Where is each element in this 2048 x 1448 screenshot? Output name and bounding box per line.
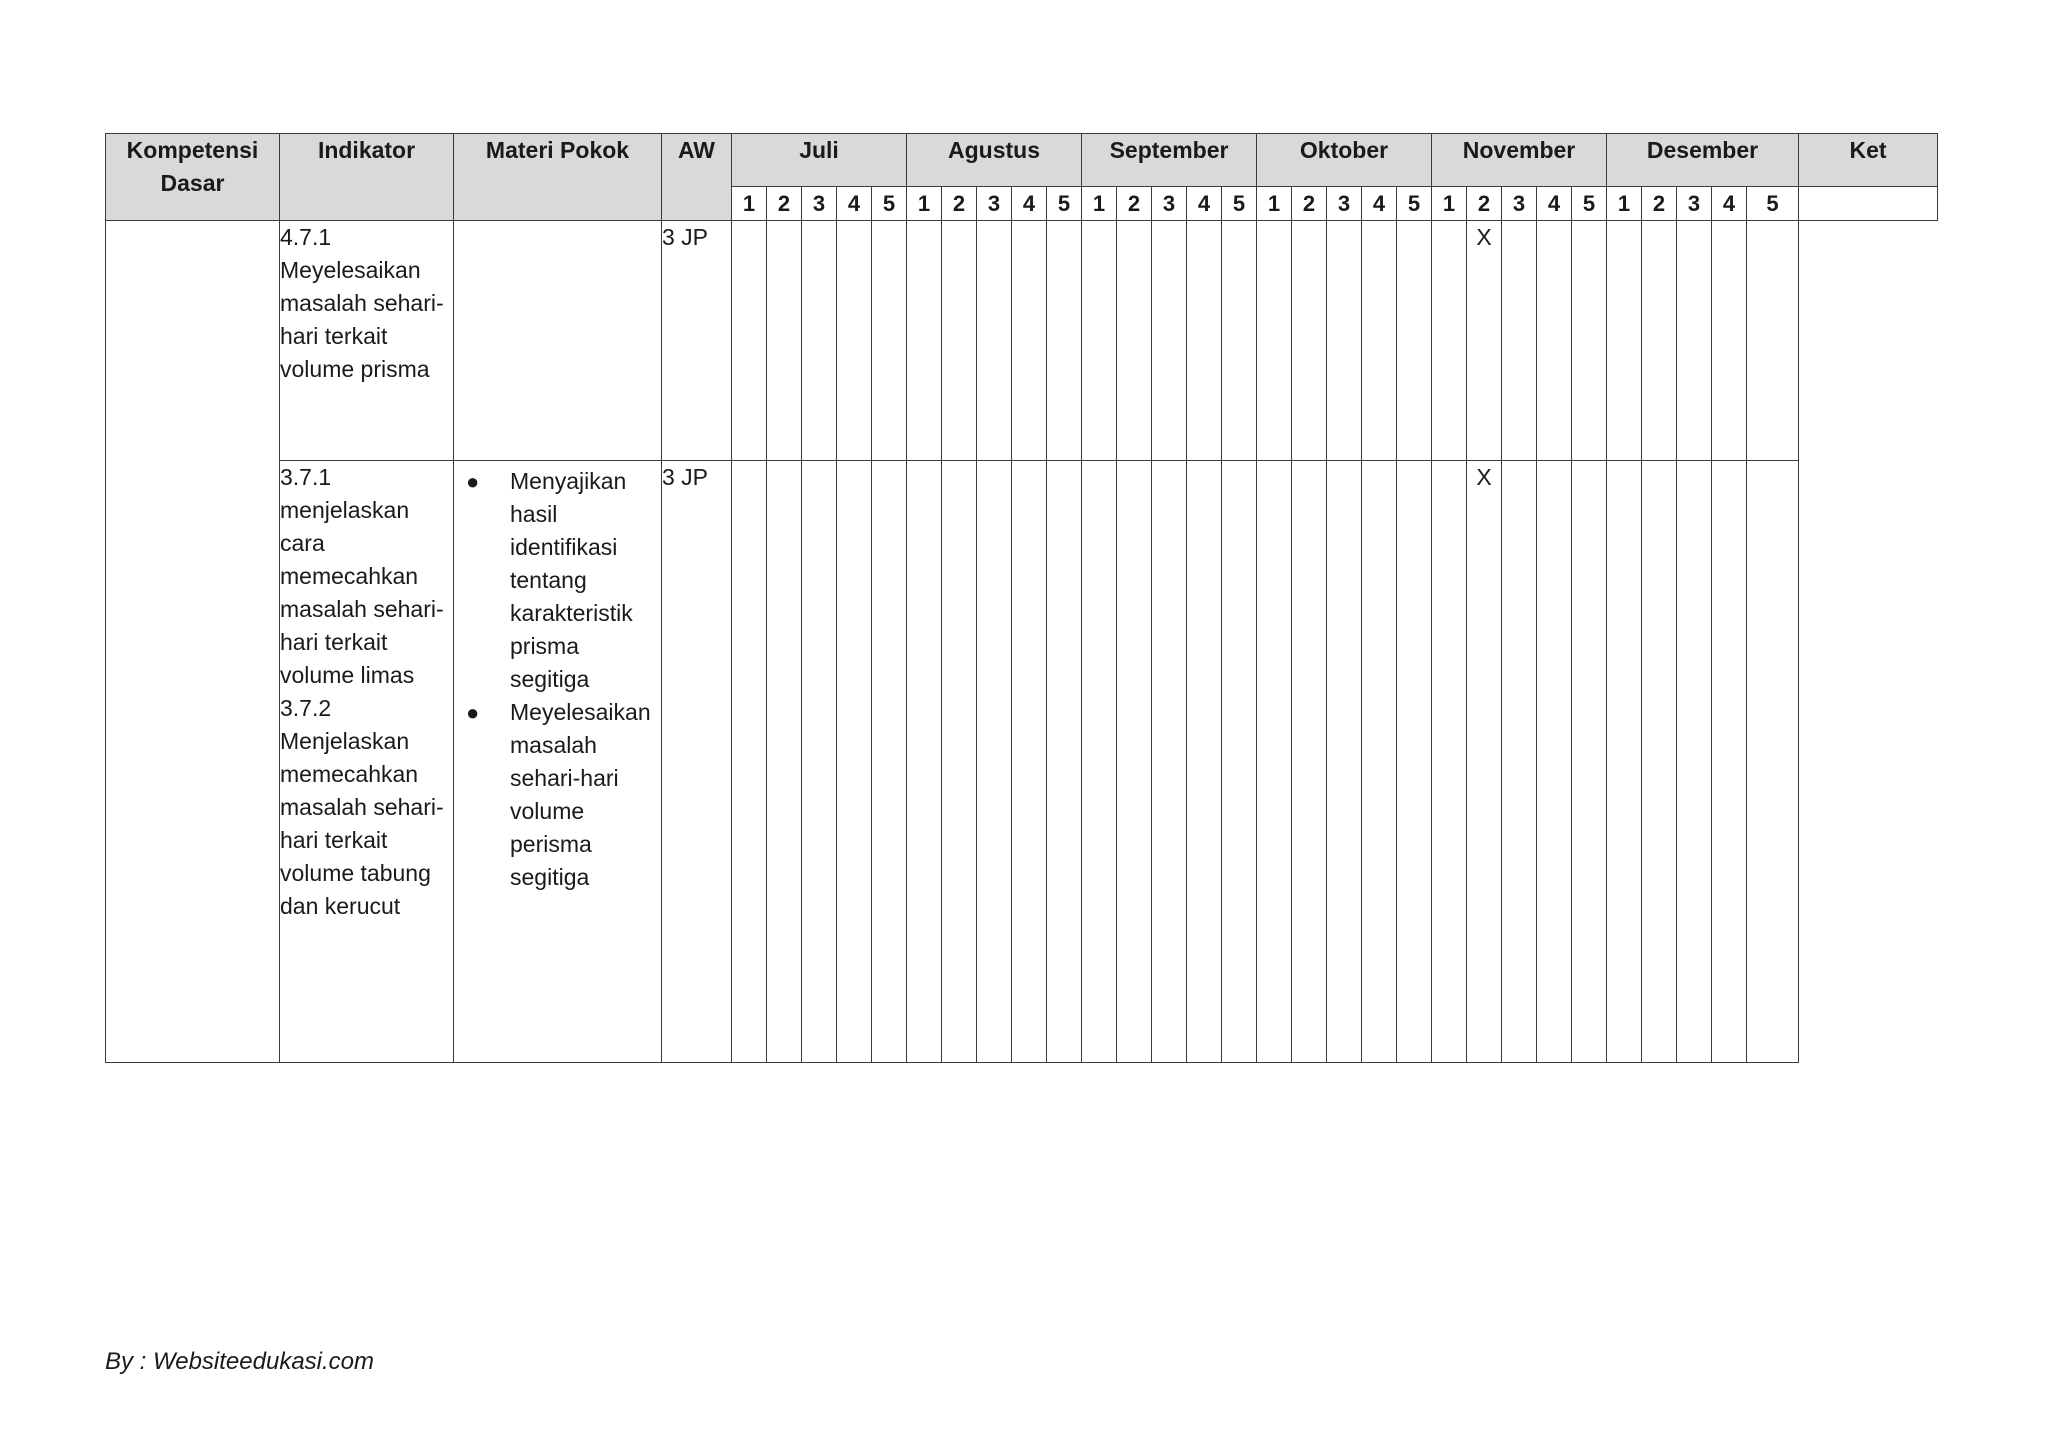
- week-cell-oktober-4: [1362, 221, 1397, 461]
- week-cell-september-5: [1222, 221, 1257, 461]
- week-header-desember-4: 4: [1712, 187, 1747, 221]
- week-cell-november-4: [1537, 221, 1572, 461]
- header-kompetensi-dasar: Kompetensi Dasar: [106, 134, 280, 221]
- indikator-cell: 4.7.1 Meyelesaikan masalah sehari-hari terkait volume prisma: [280, 221, 454, 461]
- week-header-agustus-3: 3: [977, 187, 1012, 221]
- week-header-desember-2: 2: [1642, 187, 1677, 221]
- week-header-desember-3: 3: [1677, 187, 1712, 221]
- week-cell-agustus-3: [977, 221, 1012, 461]
- header-indikator: Indikator: [280, 134, 454, 221]
- materi-list: [454, 461, 661, 894]
- week-header-september-3: 3: [1152, 187, 1187, 221]
- week-header-juli-1: 1: [732, 187, 767, 221]
- materi-list-item: [466, 696, 653, 894]
- materi-text: Menyajikan hasil identifikasi tentang karakteristik prisma segitiga: [510, 468, 633, 692]
- week-cell-juli-1: [732, 221, 767, 461]
- week-cell-juli-1: [732, 461, 767, 1063]
- schedule-mark: X: [1467, 461, 1502, 1063]
- week-cell-september-4: [1187, 461, 1222, 1063]
- header-month-november: November: [1432, 134, 1607, 187]
- week-cell-juli-3: [802, 221, 837, 461]
- week-cell-juli-3: [802, 461, 837, 1063]
- week-header-oktober-2: 2: [1292, 187, 1327, 221]
- header-ket: Ket: [1799, 134, 1938, 187]
- week-header-juli-5: 5: [872, 187, 907, 221]
- aw-cell: 3 JP: [662, 461, 732, 1063]
- week-cell-oktober-1: [1257, 461, 1292, 1063]
- week-cell-oktober-3: [1327, 461, 1362, 1063]
- schedule-table: [105, 133, 1938, 1063]
- week-cell-juli-4: [837, 461, 872, 1063]
- indikator-cell: 3.7.1 menjelaskan cara memecahkan masalah sehari-hari terkait volume limas 3.7.2 Menjelaskan memecahkan masalah sehari-hari terkait volume tabung dan kerucut: [280, 461, 454, 1063]
- week-cell-agustus-2: [942, 461, 977, 1063]
- header-aw: AW: [662, 134, 732, 221]
- week-cell-desember-2: [1642, 221, 1677, 461]
- week-cell-agustus-1: [907, 221, 942, 461]
- aw-cell: 3 JP: [662, 221, 732, 461]
- kompetensi-dasar-cell: [106, 221, 280, 1063]
- week-cell-november-3: [1502, 461, 1537, 1063]
- week-cell-agustus-5: [1047, 221, 1082, 461]
- bullet-icon: ●: [466, 469, 480, 494]
- ket-cell: [1799, 187, 1938, 221]
- header-month-agustus: Agustus: [907, 134, 1082, 187]
- week-cell-desember-3: [1677, 461, 1712, 1063]
- week-cell-september-1: [1082, 461, 1117, 1063]
- week-header-oktober-4: 4: [1362, 187, 1397, 221]
- week-cell-november-3: [1502, 221, 1537, 461]
- week-cell-agustus-3: [977, 461, 1012, 1063]
- week-cell-juli-2: [767, 461, 802, 1063]
- week-header-oktober-3: 3: [1327, 187, 1362, 221]
- week-cell-september-3: [1152, 221, 1187, 461]
- week-header-juli-4: 4: [837, 187, 872, 221]
- week-cell-agustus-4: [1012, 461, 1047, 1063]
- header-materi-pokok: Materi Pokok: [454, 134, 662, 221]
- week-cell-september-3: [1152, 461, 1187, 1063]
- header-month-juli: Juli: [732, 134, 907, 187]
- week-header-oktober-1: 1: [1257, 187, 1292, 221]
- week-header-desember-1: 1: [1607, 187, 1642, 221]
- week-cell-juli-2: [767, 221, 802, 461]
- week-cell-september-1: [1082, 221, 1117, 461]
- week-cell-desember-2: [1642, 461, 1677, 1063]
- week-header-november-5: 5: [1572, 187, 1607, 221]
- week-header-september-4: 4: [1187, 187, 1222, 221]
- week-header-desember-5: 5: [1747, 187, 1799, 221]
- week-cell-oktober-3: [1327, 221, 1362, 461]
- week-cell-desember-4: [1712, 221, 1747, 461]
- week-cell-juli-4: [837, 221, 872, 461]
- week-cell-desember-5: [1747, 461, 1799, 1063]
- materi-pokok-cell: [454, 461, 662, 1063]
- materi-text: Meyelesaikan masalah sehari-hari volume perisma segitiga: [510, 699, 651, 890]
- week-header-agustus-4: 4: [1012, 187, 1047, 221]
- bullet-icon: ●: [466, 700, 480, 725]
- week-header-agustus-5: 5: [1047, 187, 1082, 221]
- week-cell-oktober-2: [1292, 221, 1327, 461]
- week-header-november-2: 2: [1467, 187, 1502, 221]
- table-row: [106, 221, 1938, 461]
- week-cell-desember-4: [1712, 461, 1747, 1063]
- week-cell-november-5: [1572, 461, 1607, 1063]
- header-month-september: September: [1082, 134, 1257, 187]
- week-cell-agustus-2: [942, 221, 977, 461]
- schedule-mark: X: [1467, 221, 1502, 461]
- week-cell-oktober-4: [1362, 461, 1397, 1063]
- week-cell-september-5: [1222, 461, 1257, 1063]
- week-cell-agustus-1: [907, 461, 942, 1063]
- header-month-oktober: Oktober: [1257, 134, 1432, 187]
- week-cell-november-5: [1572, 221, 1607, 461]
- week-cell-agustus-5: [1047, 461, 1082, 1063]
- week-header-agustus-1: 1: [907, 187, 942, 221]
- week-cell-september-2: [1117, 461, 1152, 1063]
- header-month-desember: Desember: [1607, 134, 1799, 187]
- materi-pokok-cell: [454, 221, 662, 461]
- materi-list-item: [466, 465, 653, 696]
- week-header-juli-2: 2: [767, 187, 802, 221]
- week-cell-juli-5: [872, 461, 907, 1063]
- week-cell-september-2: [1117, 221, 1152, 461]
- footer-credit: By : Websiteedukasi.com: [105, 1348, 375, 1375]
- week-cell-oktober-1: [1257, 221, 1292, 461]
- week-header-november-3: 3: [1502, 187, 1537, 221]
- week-cell-november-4: [1537, 461, 1572, 1063]
- week-cell-november-1: [1432, 221, 1467, 461]
- week-cell-desember-1: [1607, 221, 1642, 461]
- week-header-september-5: 5: [1222, 187, 1257, 221]
- week-header-oktober-5: 5: [1397, 187, 1432, 221]
- week-cell-oktober-2: [1292, 461, 1327, 1063]
- week-header-november-1: 1: [1432, 187, 1467, 221]
- week-cell-november-1: [1432, 461, 1467, 1063]
- week-cell-desember-3: [1677, 221, 1712, 461]
- week-cell-desember-5: [1747, 221, 1799, 461]
- week-header-september-1: 1: [1082, 187, 1117, 221]
- table-row: [106, 461, 1938, 1063]
- week-cell-oktober-5: [1397, 221, 1432, 461]
- week-cell-desember-1: [1607, 461, 1642, 1063]
- week-header-agustus-2: 2: [942, 187, 977, 221]
- week-header-juli-3: 3: [802, 187, 837, 221]
- week-cell-oktober-5: [1397, 461, 1432, 1063]
- week-header-november-4: 4: [1537, 187, 1572, 221]
- week-cell-agustus-4: [1012, 221, 1047, 461]
- week-header-september-2: 2: [1117, 187, 1152, 221]
- week-cell-september-4: [1187, 221, 1222, 461]
- week-cell-juli-5: [872, 221, 907, 461]
